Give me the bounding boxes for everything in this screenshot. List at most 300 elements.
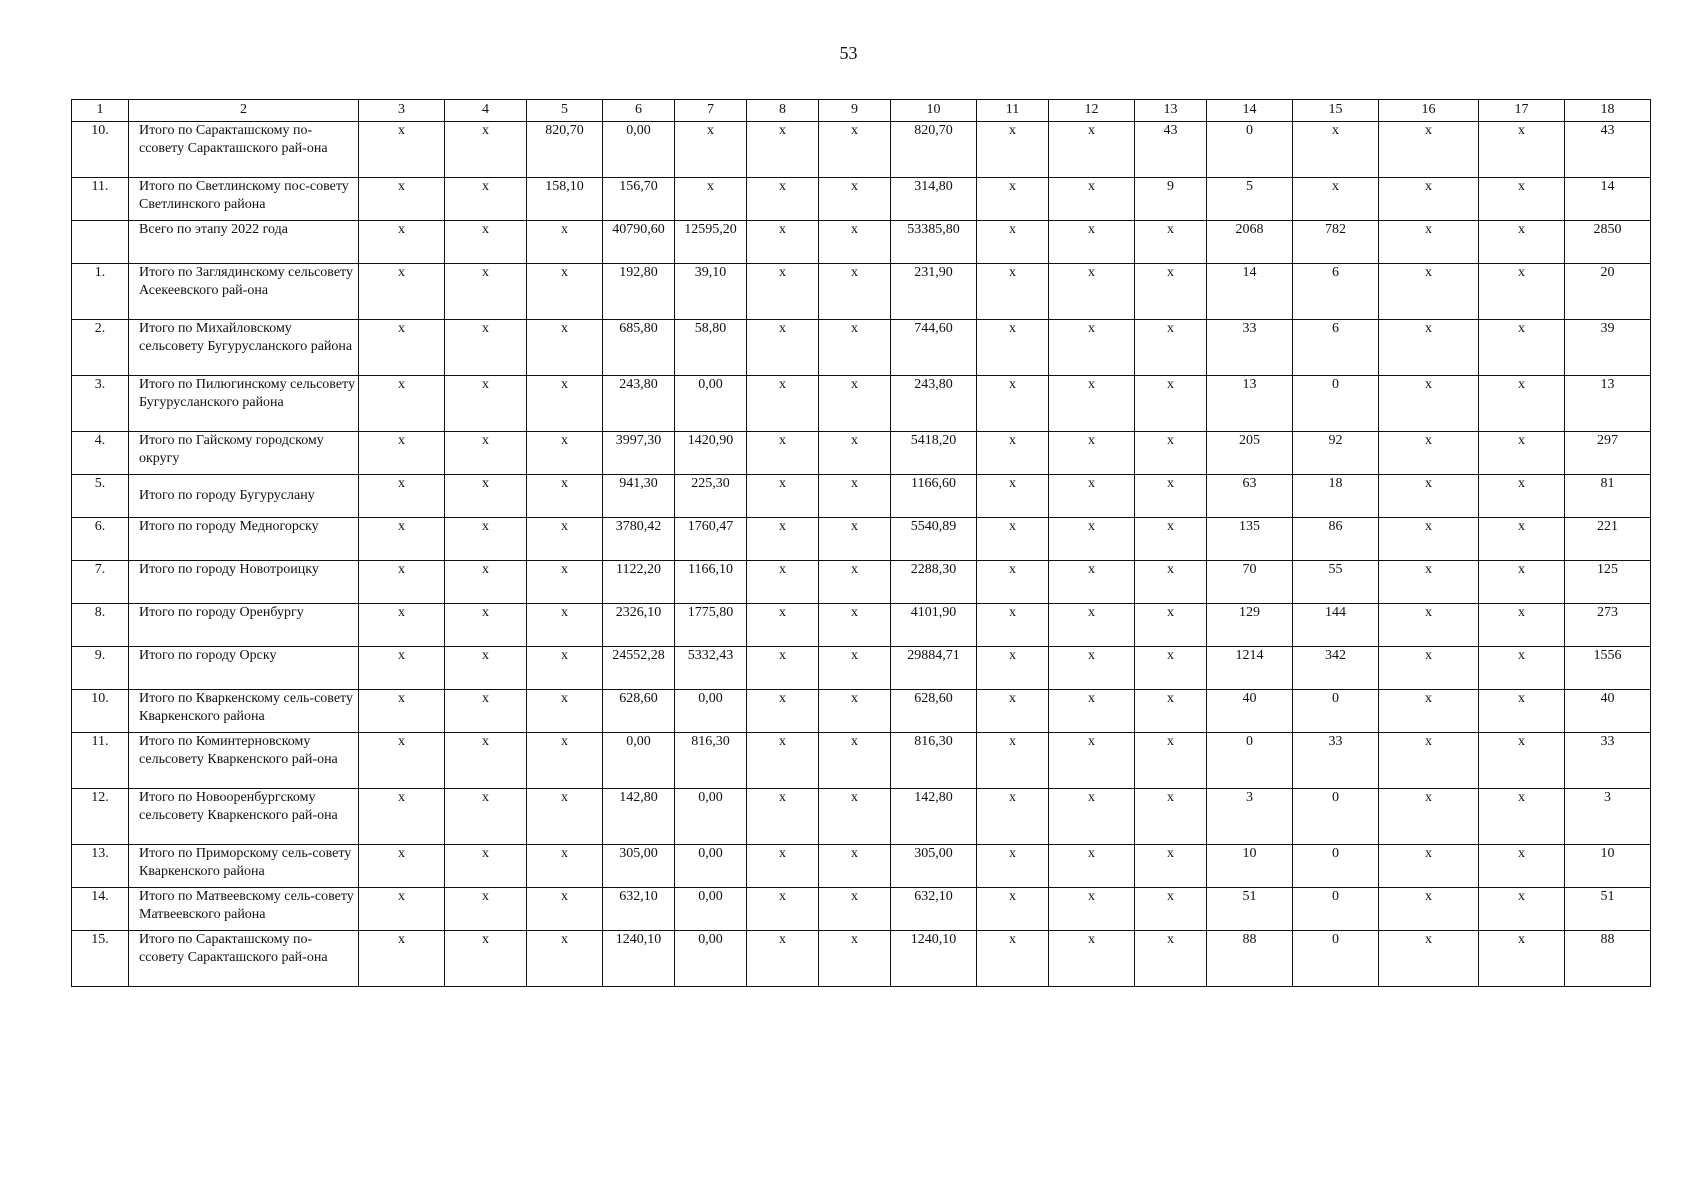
table-cell: х xyxy=(1479,376,1565,432)
row-number-cell: 11. xyxy=(72,178,129,221)
column-header: 3 xyxy=(359,100,445,122)
table-cell: 0,00 xyxy=(603,733,675,789)
table-cell: 43 xyxy=(1565,122,1651,178)
table-cell: х xyxy=(445,432,527,475)
table-cell: 135 xyxy=(1207,518,1293,561)
table-cell: х xyxy=(445,690,527,733)
table-cell: 24552,28 xyxy=(603,647,675,690)
table-cell: 225,30 xyxy=(675,475,747,518)
table-cell: 40790,60 xyxy=(603,221,675,264)
table-cell: 33 xyxy=(1207,320,1293,376)
table-cell: х xyxy=(359,690,445,733)
table-cell: 1166,60 xyxy=(891,475,977,518)
table-cell: х xyxy=(1049,647,1135,690)
table-cell: х xyxy=(1135,845,1207,888)
table-cell: х xyxy=(445,647,527,690)
table-cell: х xyxy=(359,376,445,432)
column-header: 12 xyxy=(1049,100,1135,122)
table-cell: х xyxy=(359,733,445,789)
table-cell: х xyxy=(1135,888,1207,931)
table-row xyxy=(72,264,1651,320)
table-cell: 0 xyxy=(1293,789,1379,845)
table-cell: х xyxy=(1135,432,1207,475)
table-cell: х xyxy=(527,789,603,845)
table-cell: х xyxy=(977,320,1049,376)
table-cell: х xyxy=(445,122,527,178)
table-cell: 0 xyxy=(1293,376,1379,432)
table-row xyxy=(72,475,1651,518)
table-cell: х xyxy=(977,888,1049,931)
table-cell: 243,80 xyxy=(891,376,977,432)
table-cell: 273 xyxy=(1565,604,1651,647)
table-cell: х xyxy=(445,845,527,888)
table-cell: х xyxy=(1479,604,1565,647)
table-row xyxy=(72,518,1651,561)
row-name-cell: Итого по Новооренбургскому сельсовету Кваркенского рай-она xyxy=(129,789,359,845)
table-cell: 628,60 xyxy=(891,690,977,733)
table-cell: 55 xyxy=(1293,561,1379,604)
row-name-cell: Итого по Пилюгинскому сельсовету Бугурусланского района xyxy=(129,376,359,432)
row-number-cell: 11. xyxy=(72,733,129,789)
row-name-cell: Итого по Саракташскому по-ссовету Саракташского рай-она xyxy=(129,931,359,987)
table-cell: х xyxy=(819,845,891,888)
table-cell: х xyxy=(1479,264,1565,320)
table-cell: 816,30 xyxy=(891,733,977,789)
row-name-cell: Всего по этапу 2022 года xyxy=(129,221,359,264)
column-header: 7 xyxy=(675,100,747,122)
table-cell: х xyxy=(445,376,527,432)
column-header: 11 xyxy=(977,100,1049,122)
table-cell: х xyxy=(359,931,445,987)
table-cell: 3997,30 xyxy=(603,432,675,475)
table-cell: х xyxy=(445,561,527,604)
table-cell: 205 xyxy=(1207,432,1293,475)
table-cell: х xyxy=(819,178,891,221)
table-cell: 2326,10 xyxy=(603,604,675,647)
column-header: 17 xyxy=(1479,100,1565,122)
table-cell: х xyxy=(445,518,527,561)
table-cell: х xyxy=(527,931,603,987)
table-cell: 782 xyxy=(1293,221,1379,264)
table-cell: х xyxy=(1049,264,1135,320)
table-cell: 39 xyxy=(1565,320,1651,376)
table-cell: х xyxy=(747,789,819,845)
table-cell: х xyxy=(1135,690,1207,733)
table-cell: 231,90 xyxy=(891,264,977,320)
table-cell: 221 xyxy=(1565,518,1651,561)
row-name-cell: Итого по Заглядинскому сельсовету Асекеевского рай-она xyxy=(129,264,359,320)
column-header: 18 xyxy=(1565,100,1651,122)
table-cell: х xyxy=(819,376,891,432)
table-cell: х xyxy=(1379,647,1479,690)
table-cell: х xyxy=(1049,320,1135,376)
table-cell: х xyxy=(1379,789,1479,845)
column-header: 13 xyxy=(1135,100,1207,122)
table-cell: х xyxy=(977,376,1049,432)
table-row xyxy=(72,221,1651,264)
table-cell: х xyxy=(1135,931,1207,987)
table-cell: х xyxy=(1479,432,1565,475)
table-cell: 2850 xyxy=(1565,221,1651,264)
header-row xyxy=(72,100,1651,122)
row-number-cell: 2. xyxy=(72,320,129,376)
table-cell: х xyxy=(359,888,445,931)
row-name-cell: Итого по городу Новотроицку xyxy=(129,561,359,604)
column-header: 8 xyxy=(747,100,819,122)
table-cell: х xyxy=(1049,690,1135,733)
table-cell: 81 xyxy=(1565,475,1651,518)
table-cell: 43 xyxy=(1135,122,1207,178)
column-header: 6 xyxy=(603,100,675,122)
table-cell: 192,80 xyxy=(603,264,675,320)
table-cell: х xyxy=(527,320,603,376)
table-cell: х xyxy=(819,122,891,178)
row-number-cell: 7. xyxy=(72,561,129,604)
row-number-cell: 6. xyxy=(72,518,129,561)
row-name-cell: Итого по Светлинскому пос-совету Светлинского района xyxy=(129,178,359,221)
column-header: 1 xyxy=(72,100,129,122)
table-cell: х xyxy=(977,518,1049,561)
table-cell: 10 xyxy=(1565,845,1651,888)
table-row xyxy=(72,561,1651,604)
row-name-cell: Итого по городу Медногорску xyxy=(129,518,359,561)
row-name-cell: Итого по Коминтерновскому сельсовету Кваркенского рай-она xyxy=(129,733,359,789)
table-cell: 1240,10 xyxy=(603,931,675,987)
table-row xyxy=(72,122,1651,178)
table-cell: х xyxy=(747,733,819,789)
table-cell: х xyxy=(747,264,819,320)
row-number-cell: 15. xyxy=(72,931,129,987)
table-cell: х xyxy=(1135,647,1207,690)
table-cell: х xyxy=(359,647,445,690)
table-row xyxy=(72,789,1651,845)
table-row xyxy=(72,845,1651,888)
table-cell: х xyxy=(1049,604,1135,647)
table-cell: х xyxy=(1379,690,1479,733)
table-cell: х xyxy=(747,320,819,376)
table-cell: х xyxy=(977,845,1049,888)
table-cell: 632,10 xyxy=(603,888,675,931)
table-cell: 1240,10 xyxy=(891,931,977,987)
table-cell: 63 xyxy=(1207,475,1293,518)
table-cell: х xyxy=(445,221,527,264)
table-cell: х xyxy=(1049,733,1135,789)
table-cell: х xyxy=(359,264,445,320)
table-row xyxy=(72,320,1651,376)
table-cell: х xyxy=(527,264,603,320)
table-cell: х xyxy=(1479,690,1565,733)
table-cell: х xyxy=(1135,320,1207,376)
table-cell: х xyxy=(747,561,819,604)
table-cell: х xyxy=(819,432,891,475)
table-cell: х xyxy=(819,690,891,733)
table-cell: 33 xyxy=(1565,733,1651,789)
row-number-cell: 3. xyxy=(72,376,129,432)
column-header: 4 xyxy=(445,100,527,122)
row-number-cell: 10. xyxy=(72,690,129,733)
table-cell: х xyxy=(1135,221,1207,264)
table-cell: х xyxy=(747,845,819,888)
table-cell: х xyxy=(1479,561,1565,604)
table-body xyxy=(72,100,1651,987)
table-row xyxy=(72,690,1651,733)
table-cell: х xyxy=(1479,888,1565,931)
row-name-cell: Итого по Михайловскому сельсовету Бугурусланского района xyxy=(129,320,359,376)
table-cell: 0 xyxy=(1293,888,1379,931)
table-cell: х xyxy=(1049,432,1135,475)
table-cell: 88 xyxy=(1207,931,1293,987)
table-cell: х xyxy=(445,888,527,931)
table-cell: х xyxy=(1479,845,1565,888)
table-cell: х xyxy=(1049,931,1135,987)
table-cell: х xyxy=(747,518,819,561)
row-number-cell xyxy=(72,221,129,264)
row-number-cell: 13. xyxy=(72,845,129,888)
table-cell: 10 xyxy=(1207,845,1293,888)
table-cell: 129 xyxy=(1207,604,1293,647)
table-cell: х xyxy=(747,888,819,931)
table-row xyxy=(72,604,1651,647)
table-cell: х xyxy=(445,789,527,845)
table-cell: 5540,89 xyxy=(891,518,977,561)
row-name-cell: Итого по Кваркенскому сель-совету Кваркенского района xyxy=(129,690,359,733)
table-cell: 305,00 xyxy=(603,845,675,888)
column-header: 2 xyxy=(129,100,359,122)
table-cell: 305,00 xyxy=(891,845,977,888)
table-cell: 0,00 xyxy=(675,376,747,432)
table-cell: 33 xyxy=(1293,733,1379,789)
table-row xyxy=(72,376,1651,432)
table-cell: х xyxy=(977,931,1049,987)
table-cell: х xyxy=(819,931,891,987)
table-cell: 314,80 xyxy=(891,178,977,221)
table-cell: 1556 xyxy=(1565,647,1651,690)
row-name-cell: Итого по городу Бугуруслану xyxy=(129,475,359,518)
table-cell: 125 xyxy=(1565,561,1651,604)
table-cell: х xyxy=(1379,122,1479,178)
table-cell: х xyxy=(747,931,819,987)
table-cell: х xyxy=(819,518,891,561)
table-cell: 88 xyxy=(1565,931,1651,987)
table-cell: х xyxy=(1379,845,1479,888)
table-cell: х xyxy=(527,733,603,789)
row-number-cell: 8. xyxy=(72,604,129,647)
table-cell: х xyxy=(1479,733,1565,789)
table-cell: х xyxy=(1135,264,1207,320)
table-cell: х xyxy=(1379,376,1479,432)
table-cell: х xyxy=(1479,320,1565,376)
table-row xyxy=(72,647,1651,690)
table-cell: х xyxy=(1379,264,1479,320)
table-cell: 3780,42 xyxy=(603,518,675,561)
table-row xyxy=(72,931,1651,987)
row-name-cell: Итого по городу Орску xyxy=(129,647,359,690)
table-cell: 2068 xyxy=(1207,221,1293,264)
table-cell: 86 xyxy=(1293,518,1379,561)
table-cell: х xyxy=(1379,604,1479,647)
table-cell: 158,10 xyxy=(527,178,603,221)
table-cell: 1166,10 xyxy=(675,561,747,604)
table-cell: 92 xyxy=(1293,432,1379,475)
table-cell: х xyxy=(747,690,819,733)
table-cell: х xyxy=(1135,376,1207,432)
table-cell: х xyxy=(1379,888,1479,931)
table-cell: 0,00 xyxy=(675,888,747,931)
table-cell: 2288,30 xyxy=(891,561,977,604)
column-header: 10 xyxy=(891,100,977,122)
table-cell: х xyxy=(1379,432,1479,475)
table-cell: х xyxy=(1135,518,1207,561)
table-cell: х xyxy=(747,432,819,475)
table-cell: х xyxy=(1135,604,1207,647)
table-cell: х xyxy=(1049,561,1135,604)
table-cell: 20 xyxy=(1565,264,1651,320)
table-cell: х xyxy=(819,475,891,518)
table-cell: х xyxy=(527,561,603,604)
table-cell: х xyxy=(359,122,445,178)
table-cell: х xyxy=(747,647,819,690)
row-number-cell: 4. xyxy=(72,432,129,475)
table-cell: 18 xyxy=(1293,475,1379,518)
column-header: 15 xyxy=(1293,100,1379,122)
row-name-cell: Итого по Приморскому сель-совету Кваркенского района xyxy=(129,845,359,888)
table-cell: х xyxy=(977,264,1049,320)
table-cell: х xyxy=(1379,475,1479,518)
table-cell: 1760,47 xyxy=(675,518,747,561)
row-number-cell: 10. xyxy=(72,122,129,178)
table-cell: 6 xyxy=(1293,320,1379,376)
table-cell: 13 xyxy=(1207,376,1293,432)
table-cell: х xyxy=(977,604,1049,647)
table-cell: х xyxy=(977,561,1049,604)
row-number-cell: 9. xyxy=(72,647,129,690)
table-cell: 0 xyxy=(1293,845,1379,888)
table-cell: 1775,80 xyxy=(675,604,747,647)
table-cell: х xyxy=(977,178,1049,221)
table-cell: 12595,20 xyxy=(675,221,747,264)
table-cell: х xyxy=(1135,733,1207,789)
table-cell: х xyxy=(819,888,891,931)
table-cell: х xyxy=(445,475,527,518)
table-cell: 632,10 xyxy=(891,888,977,931)
column-header: 9 xyxy=(819,100,891,122)
table-cell: х xyxy=(1293,122,1379,178)
table-cell: 0,00 xyxy=(603,122,675,178)
table-cell: х xyxy=(675,122,747,178)
table-cell: 0 xyxy=(1293,931,1379,987)
table-cell: х xyxy=(1049,122,1135,178)
table-cell: х xyxy=(819,604,891,647)
table-cell: 3 xyxy=(1565,789,1651,845)
table-cell: 14 xyxy=(1207,264,1293,320)
table-cell: х xyxy=(445,178,527,221)
table-cell: 1420,90 xyxy=(675,432,747,475)
table-cell: х xyxy=(359,320,445,376)
table-cell: х xyxy=(977,122,1049,178)
table-cell: х xyxy=(445,320,527,376)
table-cell: х xyxy=(359,561,445,604)
table-cell: х xyxy=(359,221,445,264)
row-name-cell: Итого по Матвеевскому сель-совету Матвеевского района xyxy=(129,888,359,931)
table-cell: 40 xyxy=(1207,690,1293,733)
summary-table xyxy=(71,99,1651,987)
table-cell: 51 xyxy=(1565,888,1651,931)
table-cell: 3 xyxy=(1207,789,1293,845)
table-cell: х xyxy=(359,432,445,475)
table-cell: х xyxy=(1479,647,1565,690)
table-cell: х xyxy=(359,475,445,518)
table-cell: 685,80 xyxy=(603,320,675,376)
table-cell: х xyxy=(1379,221,1479,264)
table-cell: 0,00 xyxy=(675,690,747,733)
row-number-cell: 5. xyxy=(72,475,129,518)
table-cell: х xyxy=(977,690,1049,733)
table-cell: 70 xyxy=(1207,561,1293,604)
table-cell: 820,70 xyxy=(891,122,977,178)
table-cell: 0,00 xyxy=(675,845,747,888)
table-cell: х xyxy=(1479,518,1565,561)
table-cell: х xyxy=(527,432,603,475)
table-cell: 744,60 xyxy=(891,320,977,376)
row-number-cell: 1. xyxy=(72,264,129,320)
table-cell: 5 xyxy=(1207,178,1293,221)
table-cell: х xyxy=(1135,475,1207,518)
table-cell: 5418,20 xyxy=(891,432,977,475)
table-cell: х xyxy=(1135,789,1207,845)
table-cell: х xyxy=(1049,888,1135,931)
table-cell: х xyxy=(1479,178,1565,221)
table-cell: 1122,20 xyxy=(603,561,675,604)
table-cell: 142,80 xyxy=(603,789,675,845)
table-cell: 144 xyxy=(1293,604,1379,647)
table-cell: х xyxy=(527,518,603,561)
table-cell: х xyxy=(1379,733,1479,789)
table-cell: х xyxy=(445,264,527,320)
table-cell: 0,00 xyxy=(675,789,747,845)
table-cell: х xyxy=(747,376,819,432)
table-cell: х xyxy=(359,518,445,561)
table-cell: 58,80 xyxy=(675,320,747,376)
table-cell: 0 xyxy=(1293,690,1379,733)
table-cell: х xyxy=(819,561,891,604)
table-cell: 14 xyxy=(1565,178,1651,221)
table-cell: х xyxy=(1479,931,1565,987)
table-cell: 156,70 xyxy=(603,178,675,221)
table-cell: х xyxy=(977,432,1049,475)
table-cell: х xyxy=(1479,475,1565,518)
table-cell: х xyxy=(747,475,819,518)
table-cell: х xyxy=(747,122,819,178)
table-cell: х xyxy=(445,931,527,987)
row-number-cell: 12. xyxy=(72,789,129,845)
table-cell: х xyxy=(819,647,891,690)
column-header: 14 xyxy=(1207,100,1293,122)
table-cell: х xyxy=(1479,221,1565,264)
row-name-cell: Итого по Гайскому городскому округу xyxy=(129,432,359,475)
table-cell: х xyxy=(527,604,603,647)
table-cell: х xyxy=(1049,789,1135,845)
table-cell: х xyxy=(1049,376,1135,432)
table-cell: х xyxy=(977,221,1049,264)
table-cell: 53385,80 xyxy=(891,221,977,264)
table-cell: 29884,71 xyxy=(891,647,977,690)
row-name-cell: Итого по городу Оренбургу xyxy=(129,604,359,647)
table-cell: х xyxy=(675,178,747,221)
table-cell: х xyxy=(977,789,1049,845)
table-cell: 243,80 xyxy=(603,376,675,432)
table-cell: х xyxy=(747,178,819,221)
table-cell: 4101,90 xyxy=(891,604,977,647)
